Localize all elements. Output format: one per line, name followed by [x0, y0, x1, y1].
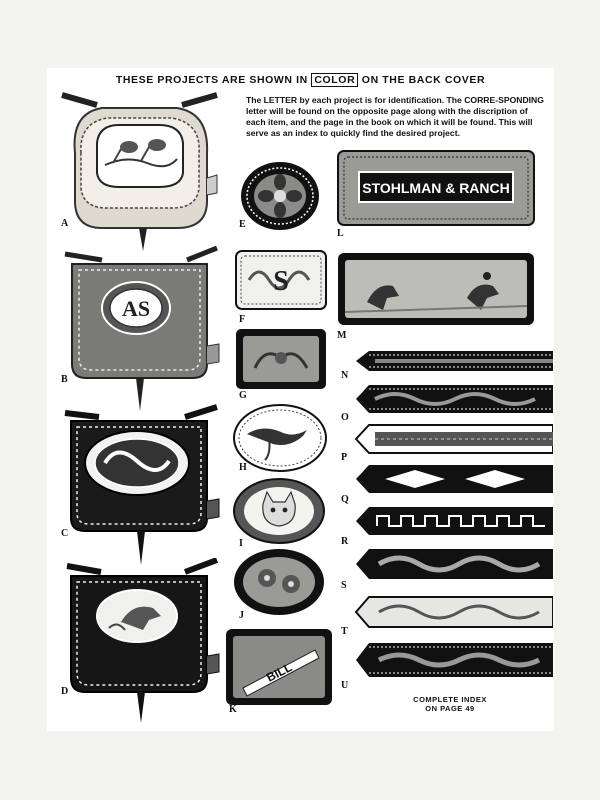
belt-n-image [355, 350, 553, 372]
label-f: F [239, 314, 246, 325]
label-r: R [341, 536, 349, 547]
buckle-m-image [337, 252, 535, 326]
label-k: K [229, 704, 237, 715]
buckle-g-image [235, 328, 327, 390]
label-b: B [61, 374, 68, 385]
belt-r-image [355, 506, 553, 536]
buckle-e-image [239, 160, 321, 232]
label-p: P [341, 452, 348, 463]
belt-s-image [355, 548, 553, 580]
label-m: M [337, 330, 347, 341]
label-o: O [341, 412, 349, 423]
label-u: U [341, 680, 349, 691]
k-text: BILL [264, 660, 295, 685]
purse-b-image [57, 246, 227, 416]
belt-o-image [355, 384, 553, 414]
label-i: I [239, 538, 243, 549]
purse-c-image [57, 403, 227, 573]
belt-q-image [355, 464, 553, 494]
belt-t-image [355, 596, 553, 628]
intro-text: The LETTER by each project is for identification. The CORRE-SPONDING letter will be found on the opposite page along with the discription of each item, and the page in the book on which it will be found. This will serve as an index to quickly find the desired project. [246, 95, 544, 138]
label-d: D [61, 686, 69, 697]
purse-d-image [57, 558, 227, 728]
buckle-f-image [235, 250, 327, 310]
page-title: THESE PROJECTS ARE SHOWN IN COLOR ON THE BACK COVER [115, 74, 486, 86]
label-n: N [341, 370, 349, 381]
label-s: S [341, 580, 347, 591]
color-word: COLOR [311, 73, 358, 87]
buckle-j-image [233, 548, 325, 616]
label-j: J [239, 610, 244, 621]
label-t: T [341, 626, 348, 637]
b-monogram: AS [121, 296, 151, 321]
buckle-i-image [233, 478, 325, 544]
label-a: A [61, 218, 69, 229]
catalog-page [47, 68, 554, 731]
label-l: L [337, 228, 344, 239]
label-g: G [239, 390, 247, 401]
belt-u-image [355, 642, 553, 678]
buckle-l-image [337, 150, 535, 226]
buckle-k-image [225, 628, 333, 706]
belt-p-image [355, 424, 553, 454]
label-c: C [61, 528, 69, 539]
label-q: Q [341, 494, 349, 505]
purse-a-image [57, 83, 222, 253]
buckle-h-image [233, 404, 327, 472]
l-text: STOHLMAN & RANCH [362, 180, 510, 196]
label-e: E [239, 219, 246, 230]
svg-text:S: S [273, 266, 289, 297]
complete-index-note: COMPLETE INDEX ON PAGE 49 [413, 695, 487, 713]
label-h: H [239, 462, 247, 473]
